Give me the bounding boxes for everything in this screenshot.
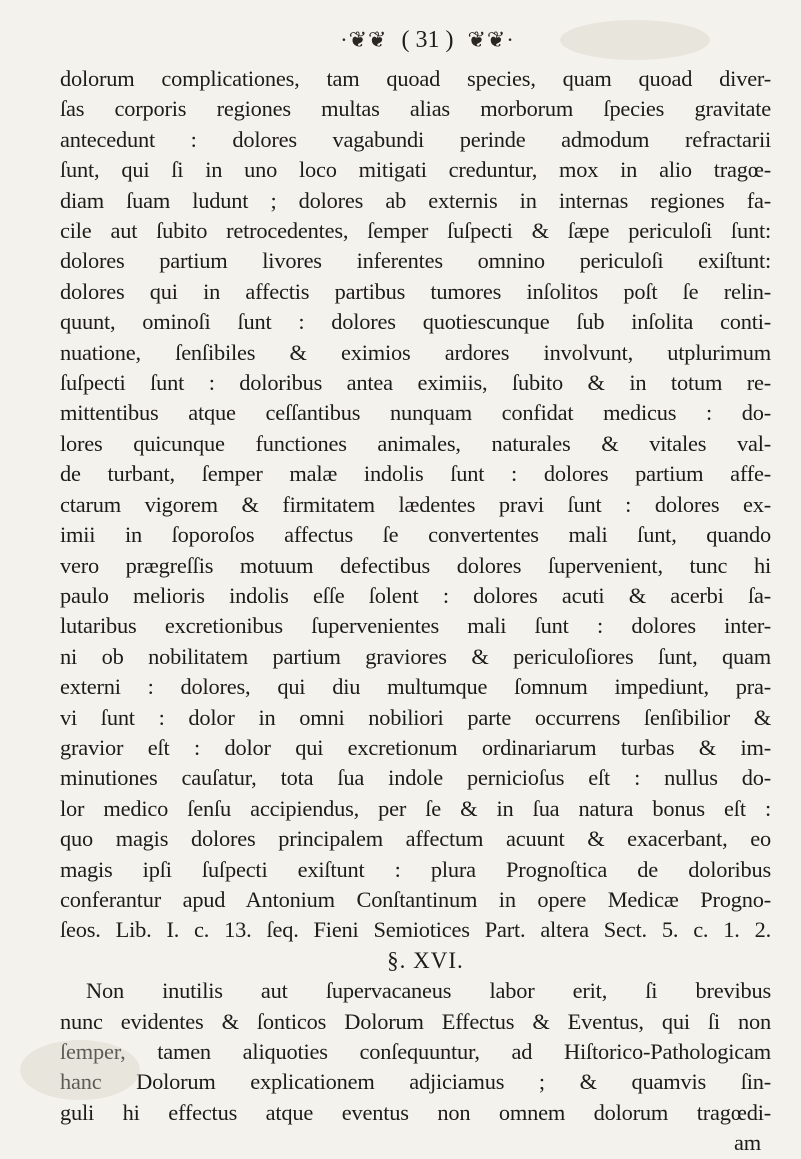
text-line: quo magis dolores principalem affectum acuunt & exacerbant, eo xyxy=(60,826,771,852)
page-number: ( 31 ) xyxy=(401,26,454,53)
text-line: minutiones cauſatur, tota ſua indole pernicioſus eſt : nullus do- xyxy=(60,765,771,791)
catchword: am xyxy=(734,1130,761,1156)
text-line: lutaribus excretionibus ſupervenientes mali ſunt : dolores inter- xyxy=(60,613,771,639)
section-text-line: nunc evidentes & ſonticos Dolorum Effectus & Eventus, qui ſi non xyxy=(60,1008,771,1034)
text-line: ſas corporis regiones multas alias morborum ſpecies gravitate xyxy=(60,96,771,122)
text-line: lores quicunque functiones animales, naturales & vitales val- xyxy=(60,430,771,456)
text-line: ſeos. Lib. I. c. 13. ſeq. Fieni Semiotices Part. altera Sect. 5. c. 1. 2. xyxy=(60,917,771,943)
section-text-line: hanc Dolorum explicationem adjiciamus ; & quamvis ſin- xyxy=(60,1069,771,1095)
text-line: nuatione, ſenſibiles & eximios ardores involvunt, utplurimum xyxy=(60,339,771,365)
text-line: imii in ſoporoſos affectus ſe convertentes mali ſunt, quando xyxy=(60,522,771,548)
text-line: antecedunt : dolores vagabundi perinde admodum refractarii xyxy=(60,126,771,152)
text-line: lor medico ſenſu accipiendus, per ſe & in ſua natura bonus eſt : xyxy=(60,795,771,821)
section-text-line: guli hi effectus atque eventus non omnem dolorum tragœdi- xyxy=(60,1099,771,1125)
section-heading: §. XVI. xyxy=(387,947,464,973)
section-text-line: ſemper, tamen aliquoties conſequuntur, ad Hiſtorico-Pathologicam xyxy=(60,1039,771,1064)
text-line: de turbant, ſemper malæ indolis ſunt : dolores partium affe- xyxy=(60,461,771,487)
text-line: dolores partium livores inferentes omnino periculoſi exiſtunt: xyxy=(60,248,771,274)
main-text xyxy=(60,64,771,1159)
text-line: gravior eſt : dolor qui excretionum ordinariarum turbas & im- xyxy=(60,734,771,760)
section-text-line: Non inutilis aut ſupervacaneus labor erit, ſi brevibus xyxy=(86,978,771,1004)
text-line: dolorum complicationes, tam quoad species, quam quoad diver- xyxy=(60,66,771,91)
text-line: ni ob nobilitatem partium graviores & periculoſiores ſunt, quam xyxy=(60,643,771,669)
text-line: mittentibus atque ceſſantibus nunquam confidat medicus : do- xyxy=(60,400,771,426)
text-line: quunt, ominoſi ſunt : dolores quotiescunque ſub inſolita conti- xyxy=(60,309,771,335)
text-line: externi : dolores, qui diu multumque ſomnum impediunt, pra- xyxy=(60,674,771,700)
page-header xyxy=(84,20,771,60)
text-line: dolores qui in affectis partibus tumores inſolitos poſt ſe relin- xyxy=(60,278,771,304)
ornament-right: ❦❦· xyxy=(467,27,515,52)
text-line: paulo melioris indolis eſſe ſolent : dolores acuti & acerbi ſa- xyxy=(60,582,771,608)
text-line: vero prægreſſis motuum defectibus dolores ſupervenient, tunc hi xyxy=(60,552,771,578)
text-line: ſuſpecti ſunt : doloribus antea eximiis, ſubito & in totum re- xyxy=(60,370,771,396)
text-line: magis ipſi ſuſpecti exiſtunt : plura Prognoſtica de doloribus xyxy=(60,856,771,882)
text-line: conferantur apud Antonium Conſtantinum in opere Medicæ Progno- xyxy=(60,886,771,912)
ornament-left: ·❦❦ xyxy=(340,27,388,52)
text-line: ctarum vigorem & firmitatem lædentes pravi ſunt : dolores ex- xyxy=(60,491,771,517)
text-line: vi ſunt : dolor in omni nobiliori parte occurrens ſenſibilior & xyxy=(60,704,771,730)
text-line: ſunt, qui ſi in uno loco mitigati creduntur, mox in alio tragœ- xyxy=(60,157,771,183)
text-line: cile aut ſubito retrocedentes, ſemper ſuſpecti & ſæpe periculoſi ſunt: xyxy=(60,218,771,244)
text-line: diam ſuam ludunt ; dolores ab externis in internas regiones fa- xyxy=(60,187,771,213)
